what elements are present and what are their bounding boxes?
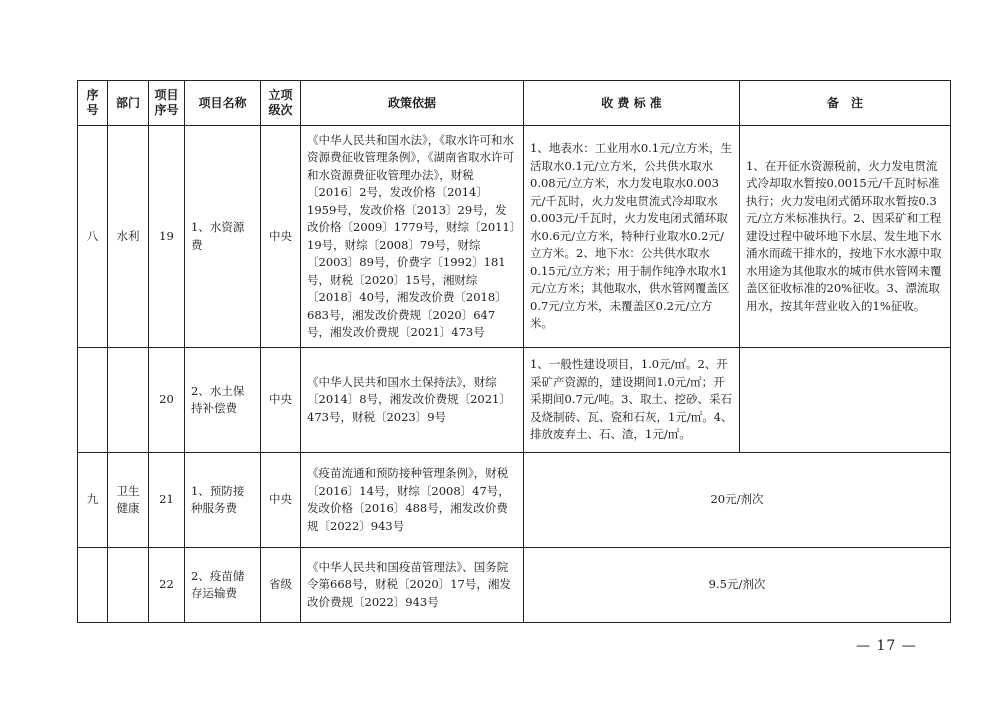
table-row bbox=[78, 453, 951, 548]
header-item-seq: 项目序号 bbox=[149, 81, 185, 126]
table-row bbox=[78, 548, 951, 623]
header-policy: 政策依据 bbox=[301, 81, 524, 126]
cell-item-seq: 21 bbox=[149, 453, 185, 548]
header-dept: 部门 bbox=[108, 81, 149, 126]
cell-policy: 《中华人民共和国水土保持法》，财综〔2014〕8号，湘发改价费规〔2021〕473号，财税〔2023〕9号 bbox=[301, 348, 524, 453]
cell-remark: 1、在开征水资源税前，火力发电贯流式冷却取水暂按0.0015元/千瓦时标准执行；火力发电闭式循环取水暂按0.3元/立方米标准执行。2、因采矿和工程建设过程中破坏地下水层、发生地下水涌水而疏干排水的，按地下水水源中取水用途为其他取水的城市供水管网未覆盖区征收标准的20%征收。3、漂流取用水，按其年营业收入的1%征收。 bbox=[740, 126, 951, 348]
cell-seq bbox=[78, 548, 108, 623]
cell-seq: 八 bbox=[78, 126, 108, 348]
cell-item-seq: 22 bbox=[149, 548, 185, 623]
header-seq: 序号 bbox=[78, 81, 108, 126]
header-item-name: 项目名称 bbox=[185, 81, 261, 126]
cell-level: 中央 bbox=[261, 126, 301, 348]
cell-dept bbox=[108, 348, 149, 453]
cell-item-name: 2、疫苗储存运输费 bbox=[185, 548, 261, 623]
header-row bbox=[78, 81, 951, 126]
cell-standard: 20元/剂次 bbox=[524, 453, 951, 548]
cell-standard: 9.5元/剂次 bbox=[524, 548, 951, 623]
page-number: — 17 — bbox=[856, 638, 917, 654]
cell-standard: 1、一般性建设项目，1.0元/㎡。2、开采矿产资源的，建设期间1.0元/㎡；开采期间0.7元/吨。3、取土、挖砂、采石及烧制砖、瓦、瓷和石灰，1元/㎡。4、排放废弃土、石、渣，1元/㎡。 bbox=[524, 348, 740, 453]
cell-item-name: 1、水资源费 bbox=[185, 126, 261, 348]
cell-dept: 水利 bbox=[108, 126, 149, 348]
cell-item-name: 2、水土保持补偿费 bbox=[185, 348, 261, 453]
cell-standard: 1、地表水：工业用水0.1元/立方米，生活取水0.1元/立方米，公共供水取水0.08元/立方米，水力发电取水0.003元/千瓦时，火力发电贯流式冷却取水0.003元/千瓦时，火力发电闭式循环取水0.6元/立方米，特种行业取水0.2元/立方米。2、地下水：公共供水取水0.15元/立方米；用于制作纯净水取水1元/立方米；其他取水，供水管网覆盖区0.7元/立方米，未覆盖区0.2元/立方米。 bbox=[524, 126, 740, 348]
cell-level: 中央 bbox=[261, 453, 301, 548]
header-level: 立项级次 bbox=[261, 81, 301, 126]
cell-seq bbox=[78, 348, 108, 453]
cell-dept: 卫生健康 bbox=[108, 453, 149, 548]
header-remark: 备 注 bbox=[740, 81, 951, 126]
cell-seq: 九 bbox=[78, 453, 108, 548]
header-standard: 收 费 标 准 bbox=[524, 81, 740, 126]
cell-policy: 《中华人民共和国水法》，《取水许可和水资源费征收管理条例》，《湖南省取水许可和水资源费征收管理办法》，财税〔2016〕2号，发改价格〔2014〕1959号，发改价格〔2013〕29号，发改价格〔2009〕1779号，财综〔2011〕19号，财综〔2008〕79号，财综〔2003〕89号，价费字〔1992〕181号，财税〔2020〕15号，湘财综〔2018〕40号，湘发改价费〔2018〕683号，湘发改价费规〔2020〕647号，湘发改价费规〔2021〕473号 bbox=[301, 126, 524, 348]
fee-table bbox=[77, 80, 951, 623]
cell-policy: 《疫苗流通和预防接种管理条例》，财税〔2016〕14号，财综〔2008〕47号，发改价格〔2016〕488号，湘发改价费规〔2022〕943号 bbox=[301, 453, 524, 548]
table-row bbox=[78, 348, 951, 453]
cell-policy: 《中华人民共和国疫苗管理法》、国务院令第668号，财税〔2020〕17号，湘发改价费规〔2022〕943号 bbox=[301, 548, 524, 623]
cell-item-seq: 20 bbox=[149, 348, 185, 453]
cell-dept bbox=[108, 548, 149, 623]
cell-level: 中央 bbox=[261, 348, 301, 453]
table-row bbox=[78, 126, 951, 348]
cell-item-seq: 19 bbox=[149, 126, 185, 348]
cell-remark bbox=[740, 348, 951, 453]
cell-level: 省级 bbox=[261, 548, 301, 623]
cell-item-name: 1、预防接种服务费 bbox=[185, 453, 261, 548]
